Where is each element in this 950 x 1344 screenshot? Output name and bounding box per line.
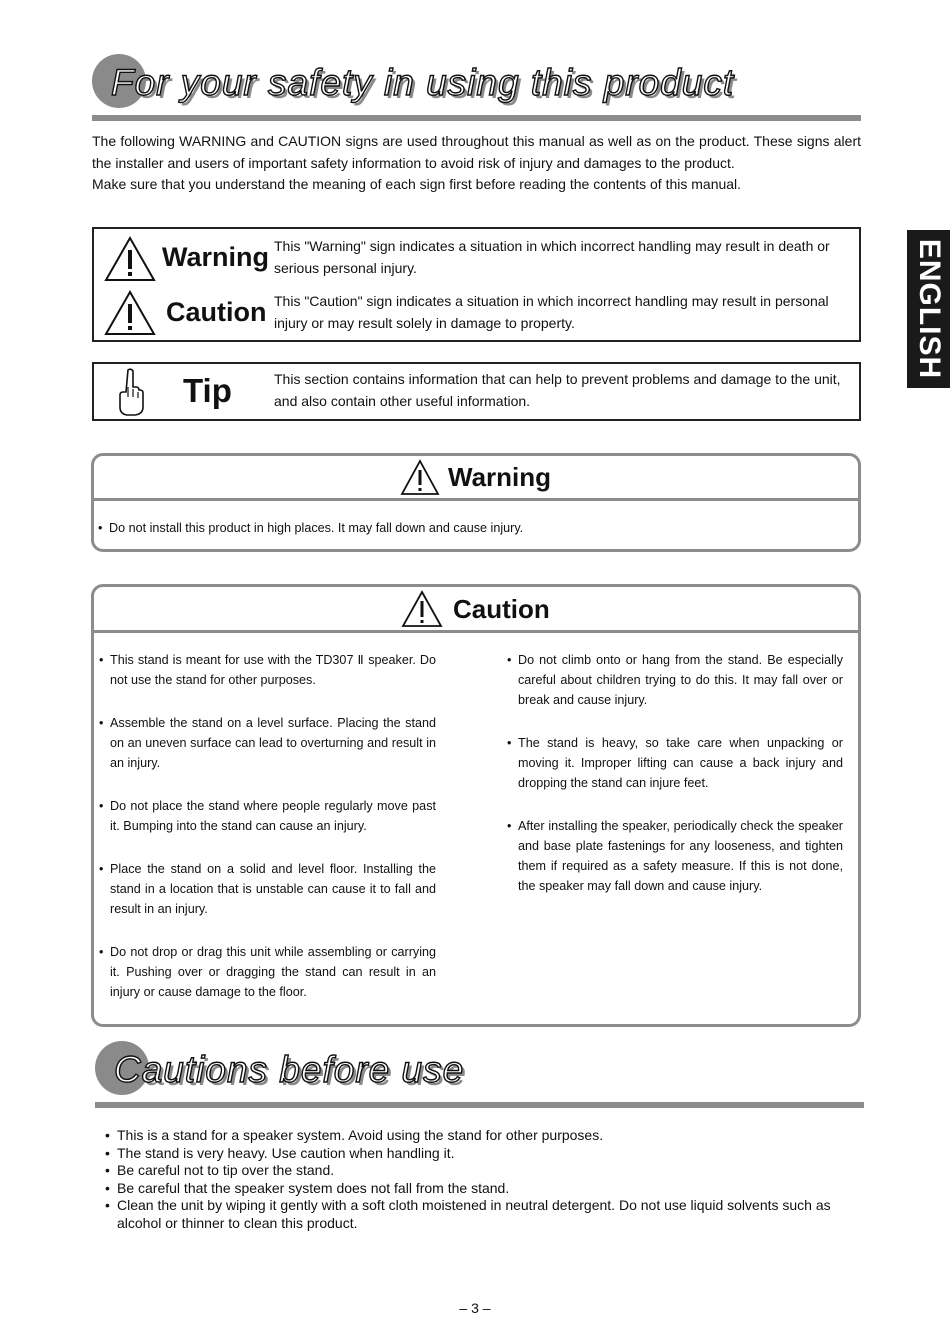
intro-paragraph: Make sure that you understand the meaning of each sign first before reading the contents of this manual. — [92, 176, 742, 192]
language-tab-label: ENGLISH — [912, 238, 946, 380]
caution-item: • Assemble the stand on a level surface. Placing the stand on an uneven surface can lead to overturning and result in an injury. — [99, 713, 436, 773]
warning-label: Warning — [162, 242, 269, 272]
tip-label: Tip — [183, 372, 232, 409]
caution-item: • After installing the speaker, periodically check the speaker and base plate fastenings for any looseness, and tighten them if required as a safety measure. If this is not done, the speaker may fall down and cause injury. — [507, 816, 843, 896]
intro-paragraph: The following WARNING and CAUTION signs are used throughout this manual as well as on the product. These signs alert the installer and users of important safety information to avoid risk of injury and damages to the product. — [92, 133, 861, 171]
heading-rule — [95, 1102, 864, 1108]
heading-rule — [92, 115, 861, 121]
warning-panel-header — [94, 456, 858, 501]
caution-panel-header — [94, 587, 858, 633]
caution-triangle-icon — [104, 290, 156, 336]
caution-item: • Do not drop or drag this unit while assembling or carrying it. Pushing over or dragging the stand can result in an injury or cause damage to the floor. — [99, 942, 436, 1002]
cautions-before-use-title: Cautions before use — [114, 1049, 465, 1090]
intro-text — [92, 131, 861, 196]
cautions-before-use-list — [105, 1127, 850, 1232]
warning-triangle-icon — [104, 236, 156, 282]
list-item: • Clean the unit by wiping it gently with a soft cloth moistened in neutral detergent. Do not use liquid solvents such as alcohol or thinner to clean this product. — [105, 1197, 850, 1232]
warning-description: This "Warning" sign indicates a situation in which incorrect handling may result in death or serious personal injury. — [274, 238, 830, 276]
list-item: • This is a stand for a speaker system. Avoid using the stand for other purposes. — [105, 1127, 850, 1145]
caution-description: This "Caution" sign indicates a situation in which incorrect handling may result in personal injury or may result solely in damage to property. — [274, 293, 829, 331]
language-tab — [907, 230, 950, 388]
warning-panel — [91, 453, 861, 552]
caution-item: • Do not climb onto or hang from the stand. Be especially careful about children trying to do this. It may fall over or break and cause injury. — [507, 650, 843, 710]
list-item: • Be careful not to tip over the stand. — [105, 1162, 850, 1180]
caution-item: • This stand is meant for use with the TD307 Ⅱ speaker. Do not use the stand for other purposes. — [99, 650, 436, 690]
caution-label: Caution — [166, 297, 267, 327]
page-number: – 3 – — [459, 1300, 491, 1316]
warning-item: • Do not install this product in high places. It may fall down and cause injury. — [98, 521, 524, 535]
caution-panel — [91, 584, 861, 1027]
caution-item: • The stand is heavy, so take care when unpacking or moving it. Improper lifting can cause a back injury and dropping the stand can injure feet. — [507, 733, 843, 793]
pointing-hand-icon — [116, 367, 146, 417]
caution-left-list — [99, 650, 436, 1025]
tip-description: This section contains information that can help to prevent problems and damage to the unit, and also contain other useful information. — [274, 371, 841, 409]
list-item: • The stand is very heavy. Use caution when handling it. — [105, 1145, 850, 1163]
caution-item: • Place the stand on a solid and level floor. Installing the stand in a location that is unstable can cause it to fall and result in an injury. — [99, 859, 436, 919]
list-item: • Be careful that the speaker system does not fall from the stand. — [105, 1180, 850, 1198]
tip-box — [92, 362, 861, 421]
warning-panel-title: Warning — [448, 462, 552, 492]
caution-item: • Do not place the stand where people regularly move past it. Bumping into the stand can cause an injury. — [99, 796, 436, 836]
caution-right-list — [507, 650, 843, 919]
caution-panel-title: Caution — [453, 594, 550, 624]
sign-definitions-box — [92, 227, 861, 342]
caution-triangle-icon — [401, 590, 443, 628]
page-title: For your safety in using this product — [111, 62, 735, 103]
warning-triangle-icon — [400, 459, 440, 496]
